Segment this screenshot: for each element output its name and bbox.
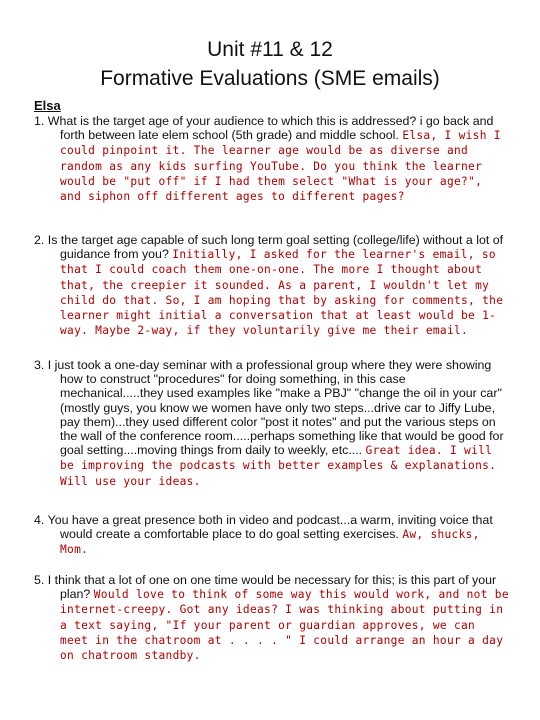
answer-text: Great idea. I will be improving the podcasts with better examples & explanations. Will use your ideas. — [60, 444, 497, 488]
qa-item-5 — [34, 573, 510, 663]
page-title-line1: Unit #11 & 12 — [207, 38, 333, 61]
question-text: Is the target age capable of such long term goal setting (college/life) without a lot of guidance from you? — [47, 233, 504, 262]
item-number: 4. — [34, 513, 48, 527]
page-title-line2: Formative Evaluations (SME emails) — [100, 67, 440, 90]
question-text: I think that a lot of one on one time would be necessary for this; is this part of your plan? — [47, 573, 497, 602]
question-text: I just took a one-day seminar with a professional group where they were showing how to construct "procedures" for doing something, in this case mechanical.....they used examples like "make a PBJ" "change the oil in your car" (mostly guys, you know we women have only two steps...drive car to Jiffy Lube, pay them)...they used different color "post it notes" and put the various steps on the wall of the conference room.....perhaps something like that would be good for goal setting....moving things from daily to weekly, etc.... — [47, 358, 504, 458]
item-number: 3. — [34, 358, 48, 372]
respondent-name: Elsa — [34, 98, 61, 113]
qa-item-2 — [34, 233, 510, 338]
item-number: 5. — [34, 573, 48, 587]
item-number: 1. — [34, 114, 48, 128]
item-number: 2. — [34, 233, 48, 247]
answer-text: Initially, I asked for the learner's email, so that I could coach them one-on-one. The more I thought about that, the creepier it sounded. As a parent, I wouldn't let my child do that. So, I am hoping that by asking for comments, the learner might initial a conversation that at least would be 1-way. Maybe 2-way, if they voluntarily give me their email. — [60, 248, 504, 338]
answer-text: Would love to think of some way this would work, and not be internet-creepy. Got any ideas? I was thinking about putting in a text saying, "If your parent or guardian approves, we can meet in the chatroom at . . . . " I could arrange an hour a day on chatroom standby. — [60, 588, 509, 663]
question-text: What is the target age of your audience to which this is addressed? i go back and forth between late elem school (5th grade) and middle school. — [47, 114, 494, 143]
question-text: You have a great presence both in video and podcast...a warm, inviting voice that would create a comfortable place to do goal setting exercises. — [47, 513, 493, 542]
answer-text: Aw, shucks, Mom. — [60, 528, 480, 557]
qa-item-1 — [34, 114, 510, 204]
qa-item-3 — [34, 358, 510, 489]
answer-text: Elsa, I wish I could pinpoint it. The learner age would be as diverse and random as any kids surfing YouTube. Do you think the learner would be "put off" if I had them select "What is your age?", and siphon off different ages to different pages? — [60, 129, 501, 204]
qa-item-4 — [34, 513, 510, 558]
